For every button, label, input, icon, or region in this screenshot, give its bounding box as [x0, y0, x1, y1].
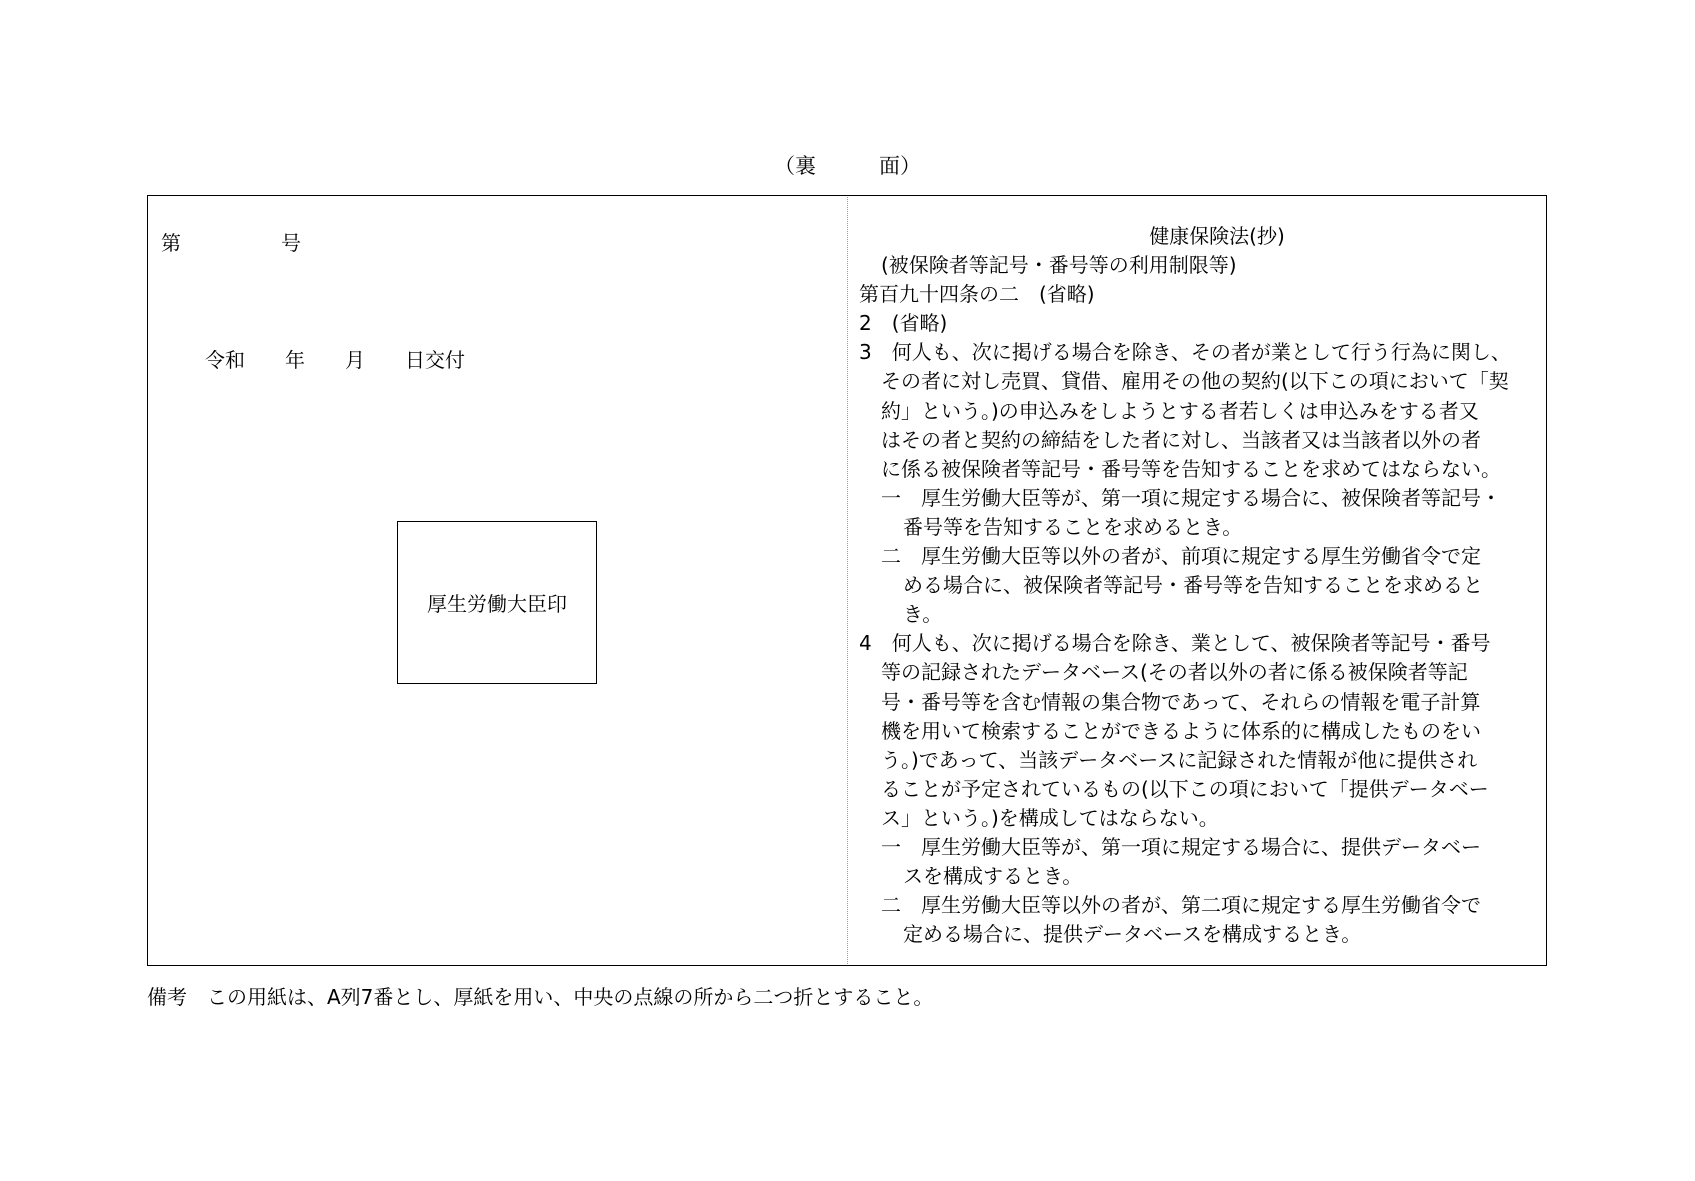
law-line: スを構成するとき。 [903, 864, 1083, 889]
law-line: 第百九十四条の二 (省略) [859, 282, 1095, 307]
law-line: 等の記録されたデータベース(その者以外の者に係る被保険者等記 [881, 660, 1468, 685]
law-line: 3 何人も、次に掲げる場合を除き、その者が業として行う行為に関し、 [859, 340, 1511, 365]
law-line: 機を用いて検索することができるように体系的に構成したものをい [881, 718, 1481, 743]
law-line: はその者と契約の締結をした者に対し、当該者又は当該者以外の者 [881, 427, 1481, 452]
center-fold-line [847, 197, 848, 964]
issue-date-line: 令和 年 月 日交付 [205, 348, 465, 372]
law-line: う。)であって、当該データベースに記録された情報が他に提供され [881, 747, 1478, 772]
law-line: (被保険者等記号・番号等の利用制限等) [881, 253, 1237, 278]
law-excerpt [859, 222, 1539, 949]
law-line: ることが予定されているもの(以下この項において「提供データベー [881, 776, 1489, 801]
minister-seal-label: 厚生労働大臣印 [427, 592, 567, 616]
law-line: 二 厚生労働大臣等以外の者が、前項に規定する厚生労働省令で定 [881, 544, 1481, 569]
law-heading: 健康保険法(抄) [1149, 224, 1285, 248]
law-line: 2 (省略) [859, 311, 948, 336]
law-line: き。 [903, 602, 943, 627]
law-line: 二 厚生労働大臣等以外の者が、第二項に規定する厚生労働省令で [881, 893, 1481, 918]
page-title: （裏 面） [774, 154, 921, 178]
law-line: ス」という。)を構成してはならない。 [881, 805, 1219, 830]
law-line: 号・番号等を含む情報の集合物であって、それらの情報を電子計算 [881, 689, 1481, 714]
law-line: 番号等を告知することを求めるとき。 [903, 514, 1243, 539]
law-lines [859, 251, 1539, 949]
law-line: 一 厚生労働大臣等が、第一項に規定する場合に、被保険者等記号・ [881, 485, 1501, 510]
law-line: 定める場合に、提供データベースを構成するとき。 [903, 922, 1362, 947]
law-line: 一 厚生労働大臣等が、第一項に規定する場合に、提供データベー [881, 834, 1481, 859]
law-line: 約」という。)の申込みをしようとする者若しくは申込みをする者又 [881, 398, 1479, 423]
law-line: に係る被保険者等記号・番号等を告知することを求めてはならない。 [881, 456, 1501, 481]
law-line: める場合に、被保険者等記号・番号等を告知することを求めると [903, 573, 1483, 598]
law-line: その者に対し売買、貸借、雇用その他の契約(以下この項において「契 [881, 369, 1509, 394]
remarks-note: 備考 この用紙は、A列7番とし、厚紙を用い、中央の点線の所から二つ折とすること。 [147, 985, 934, 1009]
minister-seal-box [397, 521, 597, 684]
certificate-number-label: 第 号 [161, 231, 301, 255]
law-line: 4 何人も、次に掲げる場合を除き、業として、被保険者等記号・番号 [859, 631, 1491, 656]
